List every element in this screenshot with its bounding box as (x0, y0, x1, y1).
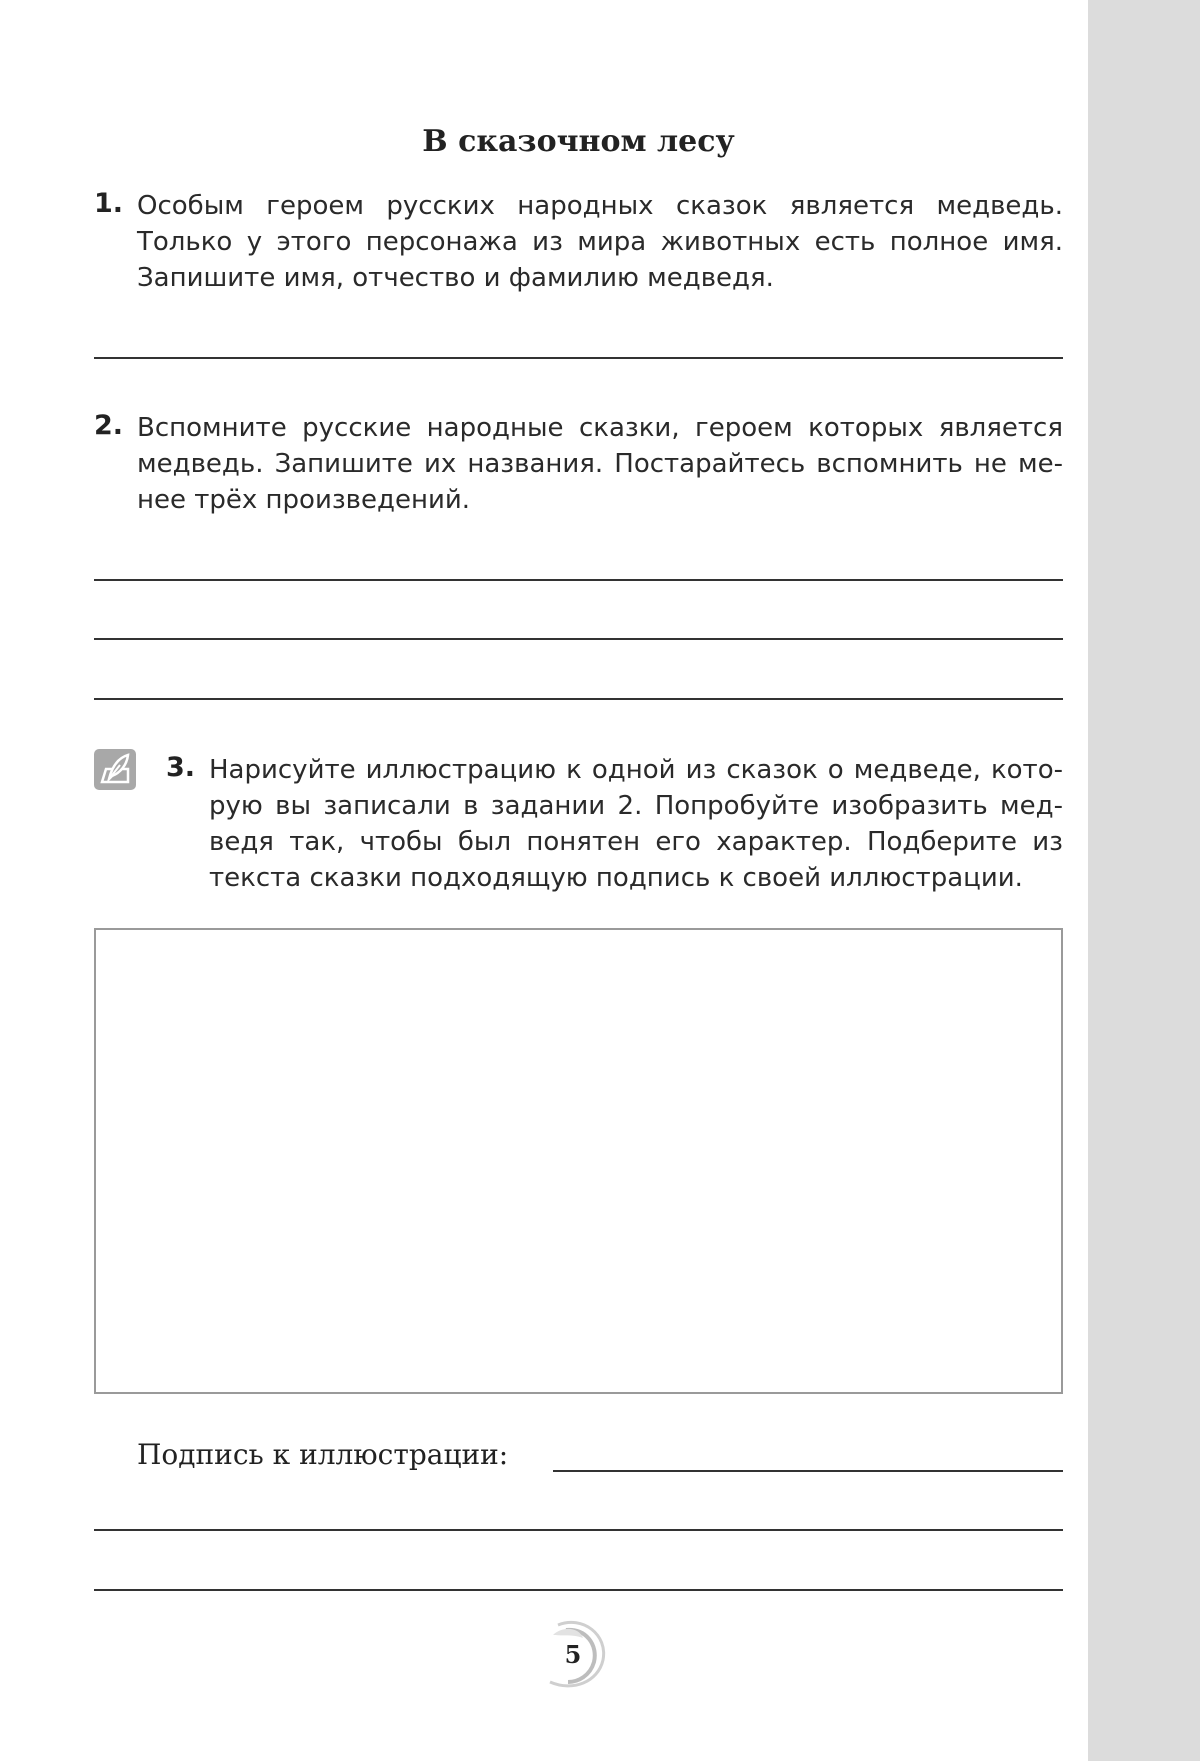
task-1-text-line: Только у этого персонажа из мира животных есть полное имя. (137, 227, 1063, 257)
page-margin-strip (1088, 0, 1200, 1761)
task-2-number: 2. (94, 410, 124, 441)
task-1-text-line: Запишите имя, отчество и фамилию медведя. (137, 263, 774, 293)
answer-line-1[interactable] (94, 357, 1063, 359)
page-title: В сказочном лесу (422, 124, 735, 159)
page-number-badge (528, 1610, 618, 1700)
caption-answer-line-3[interactable] (94, 1589, 1063, 1591)
task-2-text-line: Вспомните русские народные сказки, героем которых является (137, 413, 1063, 443)
answer-line-2b[interactable] (94, 638, 1063, 640)
task-2-text-line: медведь. Запишите их названия. Постарайтесь вспомнить не ме- (137, 449, 1063, 479)
task-3-text-line: текста сказки подходящую подпись к своей иллюстрации. (209, 863, 1023, 893)
caption-label: Подпись к иллюстрации: (137, 1438, 509, 1471)
task-3-text-line: рую вы записали в задании 2. Попробуйте изобразить мед- (209, 791, 1063, 821)
task-3-text-line: Нарисуйте иллюстрацию к одной из сказок о медведе, кото- (209, 755, 1063, 785)
drawing-task-icon (94, 749, 136, 790)
page-number: 5 (564, 1640, 582, 1669)
task-3-number: 3. (166, 752, 196, 783)
caption-answer-line-2[interactable] (94, 1529, 1063, 1531)
caption-answer-line[interactable] (553, 1470, 1063, 1472)
answer-line-2c[interactable] (94, 698, 1063, 700)
task-1-text-line: Особым героем русских народных сказок является медведь. (137, 191, 1063, 221)
answer-line-2a[interactable] (94, 579, 1063, 581)
task-1-number: 1. (94, 188, 124, 219)
task-3-text-line: ведя так, чтобы был понятен его характер. Подберите из (209, 827, 1063, 857)
illustration-box[interactable] (94, 928, 1063, 1394)
task-2-text-line: нее трёх произведений. (137, 485, 471, 515)
